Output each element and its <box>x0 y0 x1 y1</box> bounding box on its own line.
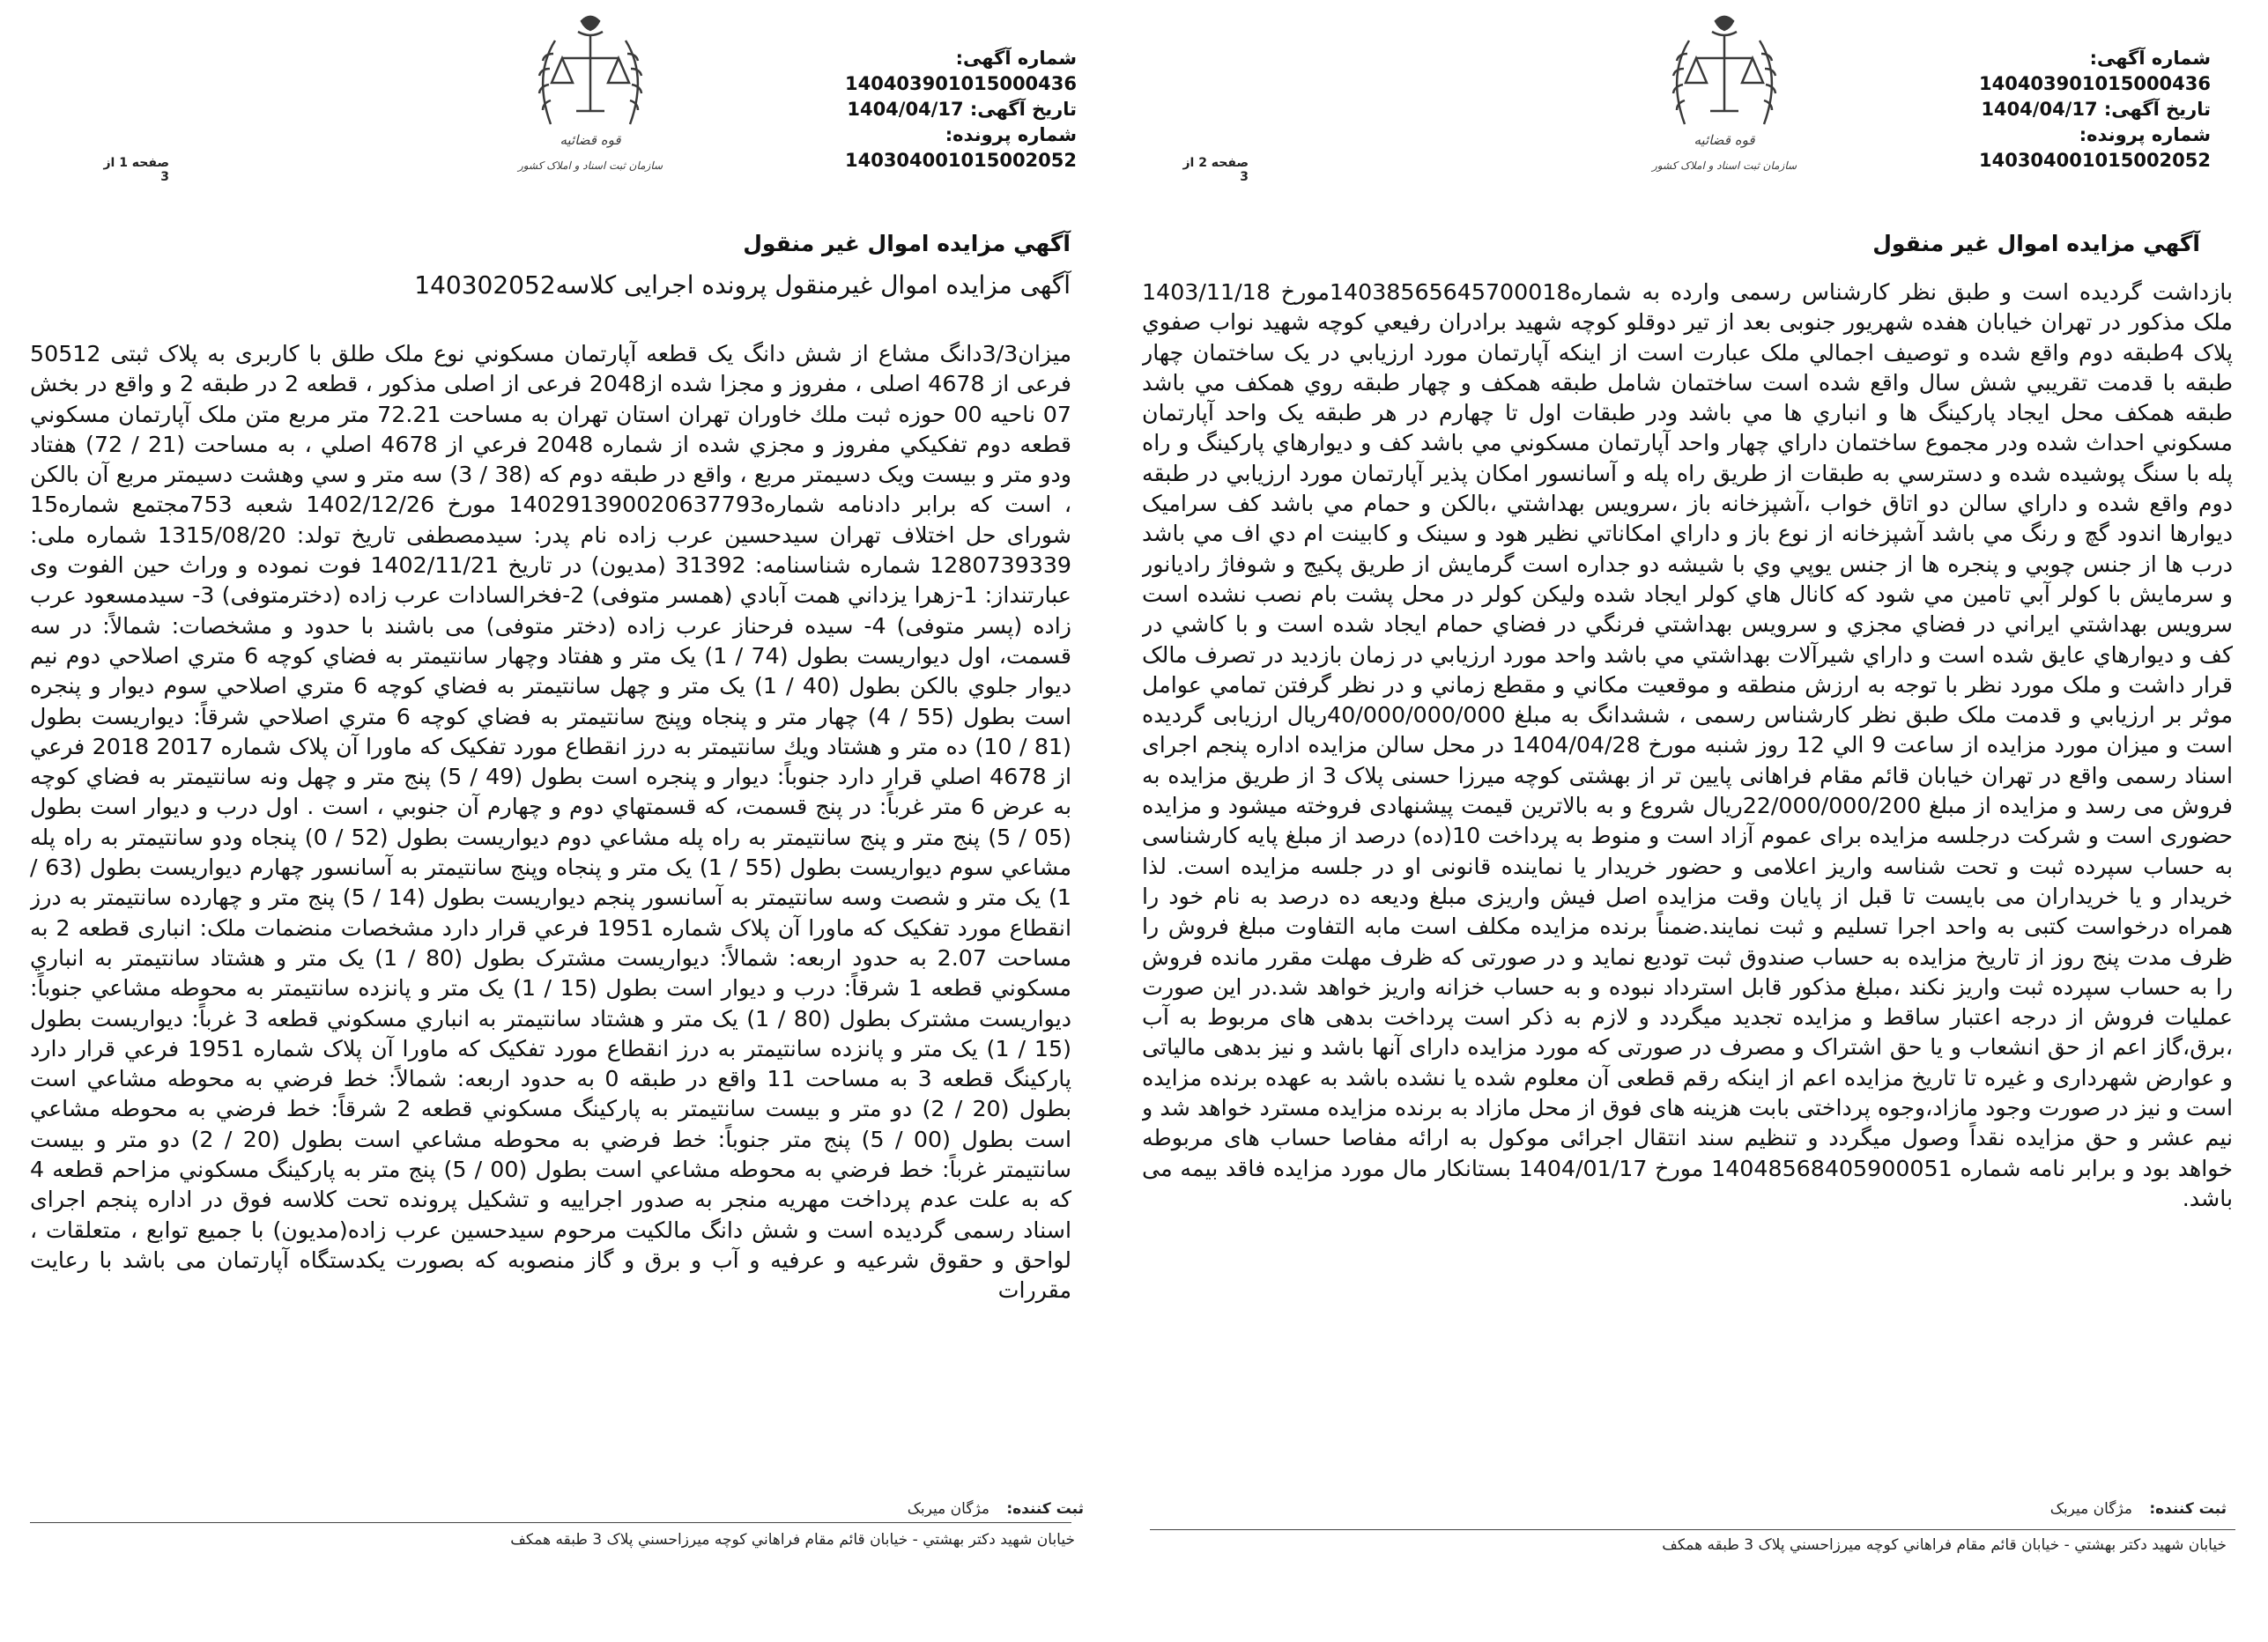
ad-number-row: شماره آگهی: 140403901015000436 <box>1978 48 2211 94</box>
notice-subtitle: آگهی مزایده اموال غیرمنقول پرونده اجرایی کلاسه140302052 <box>414 270 1071 300</box>
case-number-row: شماره پرونده: 140304001015002052 <box>1978 124 2211 171</box>
page-number: صفحه 2 از 3 <box>1182 156 1249 184</box>
svg-text:سازمان ثبت اسناد و املاک کشور: سازمان ثبت اسناد و املاک کشور <box>517 159 663 172</box>
registrar <box>617 1500 1084 1518</box>
registrar-label: ثبت کننده: <box>2149 1500 2227 1518</box>
registrar-name: مژگان میربک <box>2049 1500 2132 1518</box>
ad-number-row: شماره آگهی: 140403901015000436 <box>844 48 1077 94</box>
notice-body: میزان3/3دانگ مشاع از شش دانگ یک قطعه آپارتمان مسكوني نوع ملک طلق با کاربری به پلاک ثبتی 50512 فرعی از 4678 اصلی ، مفروز و مجزا شده از2048 فرعی از اصلی مذکور ، قطعه 2 در طبقه 2 و واقع در بخش 07 ناحیه 00 حوزه ثبت ملك خاوران تهران استان تهران به مساحت 72.21 متر مربع متن ملک آپارتمان مسكوني قطعه دوم تفكيكي مفروز و مجزي شده از شماره 2048 فرعي از 4678 اصلي ، به مساحت (21 / 72) هفتاد ودو متر و بيست ويک دسيمتر مربع ، واقع در طبقه دوم كه (38 / 3) سه متر و سي وهشت دسيمتر مربع آن بالكن ، است كه برابر دادنامه شماره140291390020637793 مورخ 1402/12/26 شعبه 753مجتمع شماره15 شورای حل اختلاف تهران سیدحسین عرب زاده نام پدر: سیدمصطفی تاریخ تولد: 1315/08/20 شماره ملی: 1280739339 شماره شناسنامه: 31392 (مدیون) در تاریخ 1402/11/21 فوت نموده و وراث حین الفوت وی عبارتنداز: 1-زهرا يزداني همت آبادي (همسر متوفی) 2-فخرالسادات عرب زاده (دخترمتوفی) 3- سیدمسعود عرب زاده (پسر متوفی) 4- سیده فرحناز عرب زاده (دختر متوفی) می باشند با حدود و مشخصات: شمالاً: در سه قسمت، اول ديواريست بطول (74 / 1) يک متر و هفتاد وچهار سانتيمتر به فضاي كوچه 6 متري اصلاحي دوم نيم ديوار جلوي بالكن بطول (40 / 1) يک متر و چهل سانتيمتر به فضاي كوچه 6 متري اصلاحي سوم ديوار و پنجره است بطول (55 / 4) چهار متر و پنجاه وپنج سانتيمتر به فضاي كوچه 6 متري اصلاحي شرقاً: ديواريست بطول (81 / 10) ده متر و هشتاد ويك سانتيمتر به درز انقطاع مورد تفكيک كه ماورا آن پلاک شماره 2017 2018 فرعي از 4678 اصلي قرار دارد جنوباً: ديوار و پنجره است بطول (49 / 5) پنج متر و چهل ونه سانتيمتر به فضاي كوچه به عرض 6 متر غرباً: در پنج قسمت، كه قسمتهاي دوم و چهارم آن جنوبي ، است . اول درب و ديوار است بطول (05 / 5) پنج متر و پنج سانتيمتر به راه پله مشاعي دوم ديواريست بطول (52 / 0) پنجاه ودو سانتيمتر به راه پله مشاعي سوم ديواريست بطول (55 / 1) يک متر و پنجاه وپنج سانتيمتر به آسانسور چهارم ديواريست بطول (63 / 1) يک متر و شصت وسه سانتيمتر به آسانسور پنجم ديواريست بطول (14 / 5) پنج متر و چهارده سانتيمتر به درز انقطاع مورد تفكيک كه ماورا آن پلاک شماره 1951 فرعي قرار دارد مشخصات منضمات ملک: انباری قطعه 2 به مساحت 2.07 به حدود اربعه: شمالاً: ديواريست مشترک بطول (80 / 1) يک متر و هشتاد سانتيمتر به انباري مسكوني قطعه 1 شرقاً: درب و ديوار است بطول (15 / 1) يک متر و پانزده سانتيمتر به محوطه مشاعي جنوباً: ديواريست مشترک بطول (80 / 1) يک متر و هشتاد سانتيمتر به انباري مسكوني قطعه 3 غرباً: ديواريست بطول (15 / 1) يک متر و پانزده سانتيمتر به درز انقطاع مورد تفكيک كه ماورا آن پلاک شماره 1951 فرعي قرار دارد پاركينگ قطعه 3 به مساحت 11 واقع در طبقه 0 به حدود اربعه: شمالاً: خط فرضي به محوطه مشاعي است بطول (20 / 2) دو متر و بيست سانتيمتر به پاركينگ مسكوني قطعه 2 شرقاً: خط فرضي به محوطه مشاعي است بطول (00 / 5) پنج متر جنوباً: خط فرضي به محوطه مشاعي است بطول (20 / 2) دو متر و بيست سانتيمتر غرباً: خط فرضي به محوطه مشاعي است بطول (00 / 5) پنج متر به پاركينگ مسكوني مزاحم قطعه 4 كه به علت عدم پرداخت مهریه منجر به صدور اجراییه و تشکیل پرونده تحت کلاسه فوق در اداره پنجم اجرای اسناد رسمی گردیده است و شش دانگ مالکیت مرحوم سیدحسین عرب زاده(مدیون) با جمیع توابع ، متعلقات ، لواحق و حقوق شرعیه و عرفیه و آب و برق و گاز منصوبه که بصورت یکدستگاه آپارتمان می باشد با رعایت مقررات <box>30 341 1071 1304</box>
page-number: صفحه 1 از 3 <box>103 156 169 184</box>
registrar-label: ثبت کننده: <box>1006 1500 1084 1518</box>
registrar <box>1663 1500 2227 1518</box>
ad-date-row: تاریخ آگهی: 1404/04/17 <box>1981 99 2211 120</box>
footer-divider <box>30 1522 1071 1523</box>
notice-title: آگهي مزايده اموال غير منقول <box>1872 231 2200 256</box>
document-page-2 <box>1134 0 2268 1642</box>
svg-text:قوه قضائیه: قوه قضائیه <box>560 132 621 148</box>
footer-divider <box>1150 1529 2235 1530</box>
ad-date: 1404/04/17 <box>847 99 964 120</box>
ad-meta-block <box>724 46 1077 174</box>
case-number-row: شماره پرونده: 140304001015002052 <box>844 124 1077 171</box>
notice-title: آگهي مزايده اموال غير منقول <box>743 231 1071 256</box>
ad-meta-block <box>1858 46 2211 174</box>
ad-number: 140403901015000436 <box>1978 73 2211 94</box>
judiciary-emblem-icon <box>493 5 687 199</box>
notice-body: بازداشت گردیده است و طبق نظر کارشناس رسمی وارده به شماره14038565645700018مورخ 1403/11/18 ملک مذکور در تهران خیابان هفده شهریور جنوبی بعد از تیر دوقلو کوچه شهید برادران رفیعي كوچه شهيد نواب صفوي پلاک 4طبقه دوم واقع شده و توصيف اجمالي ملک عبارت است از اينكه آپارتمان مورد ارزيابي در يک ساختمان چهار طبقه با قدمت تقريبي شش سال واقع شده است ساختمان شامل طبقه همكف و چهار طبقه روي همكف مي باشد طبقه همكف محل ايجاد پاركينگ ها و انباري ها مي باشد ودر طبقات اول تا چهارم در هر طبقه يک واحد آپارتمان مسكوني احداث شده ودر مجموع ساختمان داراي چهار واحد آپارتمان مسكوني مي باشد كف و ديوارهاي پاركينگ و راه پله با سنگ پوشيده شده و دسترسي به طبقات از طريق راه پله و آسانسور امكان پذير آپارتمان مورد ارزيابي در طبقه دوم واقع شده و داراي سالن دو اتاق خواب ،آشپزخانه باز ،سرويس بهداشتي ،بالكن و حمام مي باشد كف سراميک ديوارها اندود گچ و رنگ مي باشد آشپزخانه از نوع باز و داراي امكاناتي نظير هود و سينک و كابينت ام دي اف مي باشد درب ها از جنس چوبي و پنجره ها از جنس يوپي وي با شيشه دو جداره است گرمايش از طريق پكيج و شوفاژ راديانور و سرمايش با كولر آبي تامين مي شود كه كانال هاي كولر ايجاد شده وليكن كولر در محل پشت بام نصب نشده است سرويس بهداشتي ايراني در فضاي مجزي و سرويس بهداشتي فرنگي در فضاي حمام ايجاد شده است و با كاشي در كف و ديوارهاي عايق شده است و داراي شيرآلات بهداشتي مي باشد واحد مورد ارزيابي در زمان بازديد در تصرف مالک قرار داشت و ملک مورد نظر با توجه به ارزش منطقه و موقعيت مكاني و مقطع زماني و در نظر گرفتن تمامي عوامل موثر بر ارزيابي و قدمت ملک طبق نظر كارشناس رسمی ، ششدانگ به مبلغ 40/000/000/000ریال ارزیابی گردیده است و میزان مورد مزایده از ساعت 9 الي 12 روز شنبه مورخ 1404/04/28 در محل سالن مزایده اداره پنجم اجرای اسناد رسمی واقع در تهران خیابان قائم مقام فراهانی پایین تر از بهشتی کوچه میرزا حسنی پلاک 3 از طریق مزایده به فروش می رسد و مزایده از مبلغ 22/000/000/200ریال شروع و به بالاترین قیمت پیشنهادی فروخته میشود و مزایده حضوری است و شرکت درجلسه مزایده برای عموم آزاد است و منوط به پرداخت 10(ده) درصد از مبلغ پایه کارشناسی به حساب سپرده ثبت و تحت شناسه واریز اعلامی و حضور خریدار یا نماینده قانونی او در جلسه مزایده است. لذا خریدار و یا خریداران می بایست تا قبل از پایان وقت مزایده اصل فیش واریزی مبلغ ودیعه ده درصد به نام خود را همراه درخواست کتبی به واحد اجرا تسلیم و ثبت نمایند.ضمناً برنده مزایده مکلف است مابه التفاوت مبلغ فروش را ظرف مدت پنج روز از تاریخ مزایده به حساب صندوق ثبت تودیع نماید و در صورتی که ظرف مهلت مقرر مانده فروش را به حساب سپرده ثبت واریز نکند ،مبلغ مذکور قابل استرداد نبوده و به حساب خزانه واریز خواهد شد.در این صورت عملیات فروش از درجه اعتبار ساقط و مزایده تجدید میگردد و لازم به ذکر است پرداخت بدهی های مربوط به آب ،برق،گاز اعم از حق انشعاب و یا حق اشتراک و مصرف در صورتی که مورد مزایده دارای آنها باشد و نیز بدهی مالیاتی و عوارض شهرداری و غیره تا تاریخ مزایده اعم از اینکه رقم قطعی آن معلوم شده یا نشده باشد به عهده برنده مزایده است و نیز در صورت وجود مازاد،وجوه پرداختی بابت هزینه های فوق از محل مازاد به برنده مزایده مسترد خواهد شد و نیم عشر و حق مزایده نقداً وصول میگردد و تنظیم سند انتقال اجرائی موکول به ارائه مفاصا حساب های مربوطه خواهد بود و برابر نامه شماره 14048568405900051 مورخ 1404/01/17 بستانکار مال مورد مزایده فاقد بیمه می باشد. <box>1142 279 2233 1211</box>
office-address: خیابان شهيد دكتر بهشتي - خيابان قائم مقام فراهاني كوچه ميرزاحسني پلاک 3 طبقه همكف <box>1662 1536 2227 1554</box>
svg-text:قوه قضائیه: قوه قضائیه <box>1694 132 1755 148</box>
ad-number: 140403901015000436 <box>844 73 1077 94</box>
ad-date: 1404/04/17 <box>1981 99 2098 120</box>
svg-text:سازمان ثبت اسناد و املاک کشور: سازمان ثبت اسناد و املاک کشور <box>1651 159 1797 172</box>
judiciary-emblem-icon <box>1627 5 1821 199</box>
case-number: 140304001015002052 <box>844 150 1077 171</box>
case-number: 140304001015002052 <box>1978 150 2211 171</box>
ad-date-row: تاریخ آگهی: 1404/04/17 <box>847 99 1077 120</box>
registrar-name: مژگان میربک <box>907 1500 989 1518</box>
office-address: خیابان شهيد دكتر بهشتي - خيابان قائم مقام فراهاني كوچه ميرزاحسني پلاک 3 طبقه همكف <box>510 1531 1075 1549</box>
